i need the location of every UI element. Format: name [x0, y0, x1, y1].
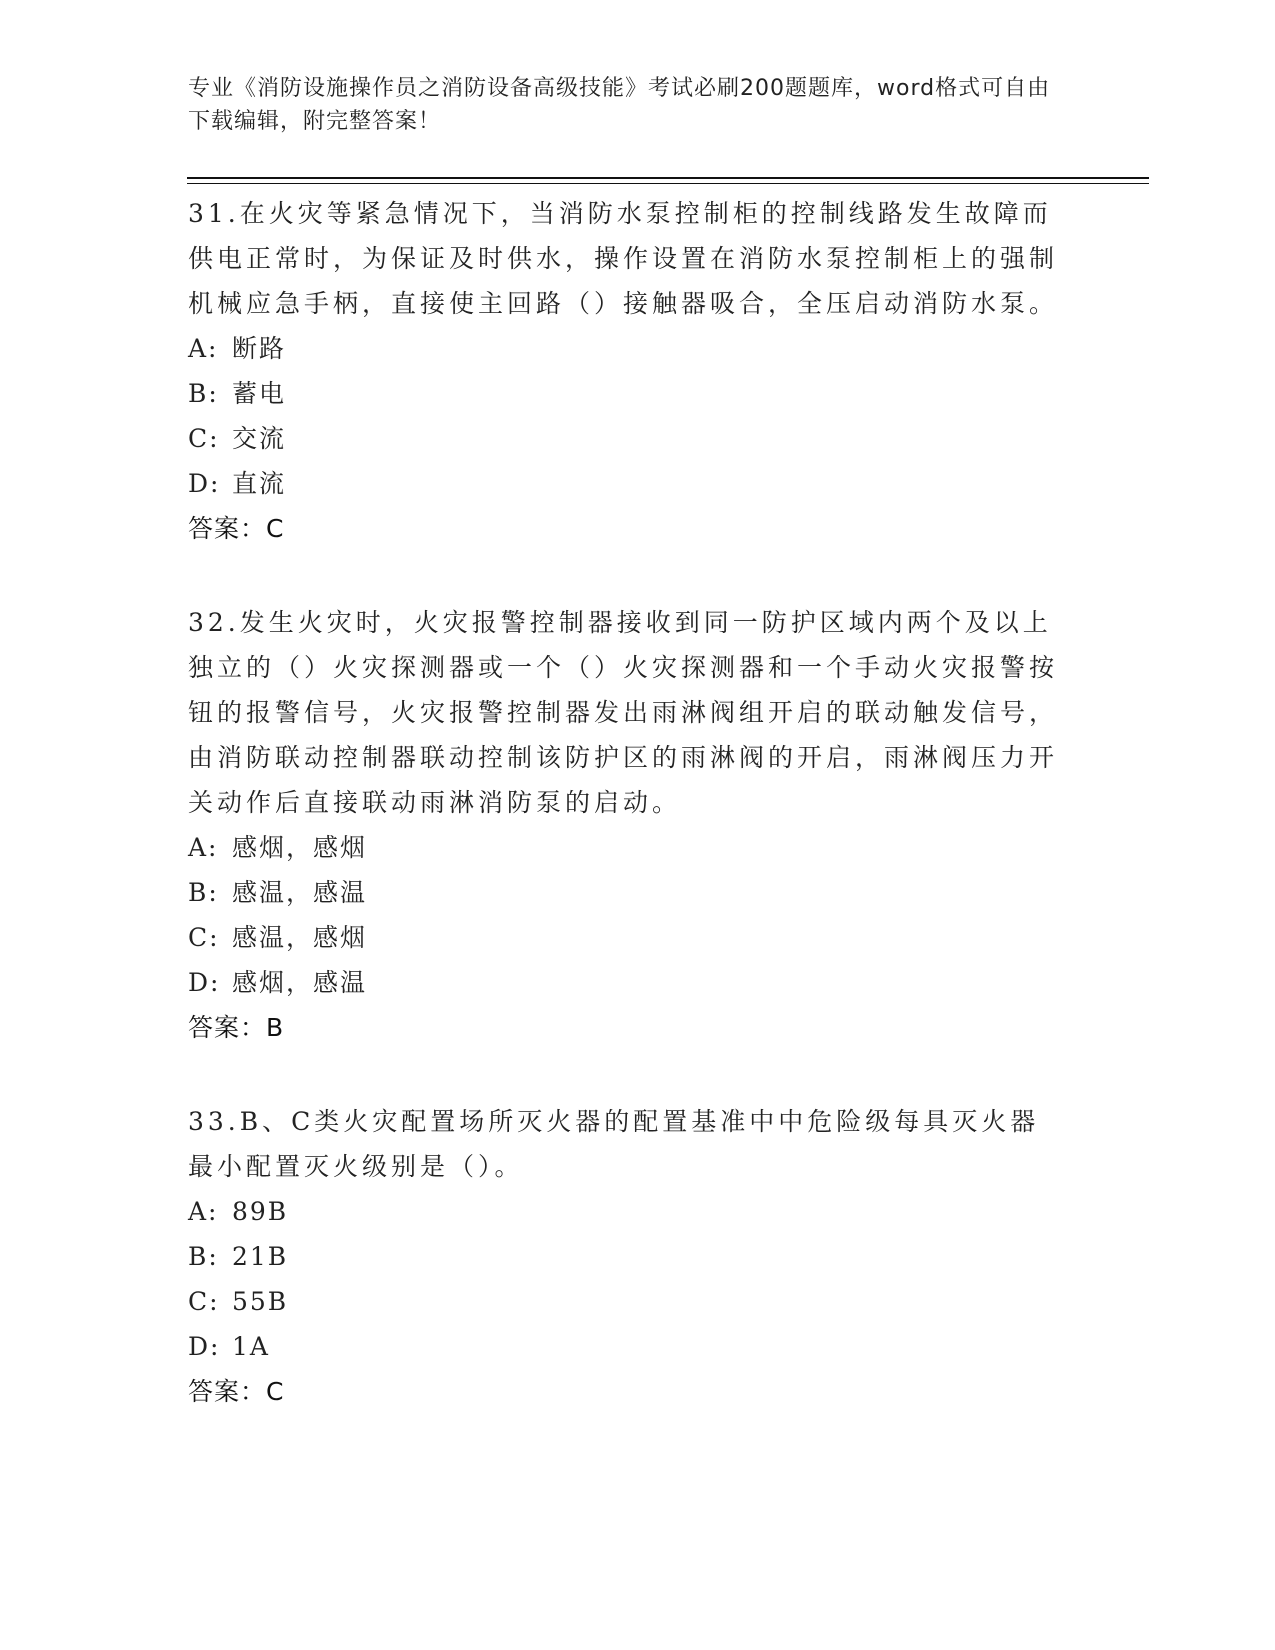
answer-line: 答案：C [188, 1377, 285, 1406]
header-divider-thin [187, 183, 1149, 184]
option-text: 感温，感温 [232, 878, 368, 907]
option-list [188, 326, 1088, 506]
option-text: 直流 [232, 469, 287, 498]
option-key: C: [188, 424, 220, 453]
header-divider-thick [187, 177, 1149, 179]
option-key: D: [188, 968, 221, 997]
option-text: 1A [232, 1332, 270, 1361]
option-d [188, 960, 1088, 1005]
option-text: 89B [232, 1197, 289, 1226]
option-text: 21B [232, 1242, 289, 1271]
option-list [188, 825, 1088, 1005]
option-b [188, 1234, 1088, 1279]
option-d [188, 461, 1088, 506]
option-key: B: [188, 379, 219, 408]
option-text: 55B [232, 1287, 289, 1316]
question-stem: 33.B、C类火灾配置场所灭火器的配置基准中中危险级每具灭火器最小配置灭火级别是（）。 [188, 1107, 1040, 1181]
option-key: B: [188, 1242, 219, 1271]
document-header: 专业《消防设施操作员之消防设备高级技能》考试必刷200题题库，word格式可自由下载编辑，附完整答案！ [188, 76, 1051, 134]
option-text: 断路 [232, 334, 287, 363]
question-stem: 32.发生火灾时，火灾报警控制器接收到同一防护区域内两个及以上独立的（）火灾探测器或一个（）火灾探测器和一个手动火灾报警按钮的报警信号，火灾报警控制器发出雨淋阀组开启的联动触发信号，由消防联动控制器联动控制该防护区的雨淋阀的开启，雨淋阀压力开关动作后直接联动雨淋消防泵的启动。 [188, 608, 1059, 817]
option-key: C: [188, 923, 220, 952]
option-b [188, 371, 1088, 416]
option-d [188, 1324, 1088, 1369]
answer-line: 答案：B [188, 1013, 285, 1042]
option-c [188, 1279, 1088, 1324]
option-list [188, 1189, 1088, 1369]
question-33 [188, 1099, 1088, 1414]
option-key: B: [188, 878, 219, 907]
option-key: A: [188, 833, 219, 862]
question-31 [188, 191, 1088, 551]
option-text: 感烟，感温 [232, 968, 368, 997]
option-text: 感烟，感烟 [232, 833, 368, 862]
question-list [188, 191, 1088, 1463]
option-b [188, 870, 1088, 915]
option-key: D: [188, 1332, 221, 1361]
option-key: A: [188, 334, 219, 363]
question-stem: 31.在火灾等紧急情况下，当消防水泵控制柜的控制线路发生故障而供电正常时，为保证及时供水，操作设置在消防水泵控制柜上的强制机械应急手柄，直接使主回路（）接触器吸合，全压启动消防水泵。 [188, 199, 1059, 318]
option-a [188, 326, 1088, 371]
answer-line: 答案：C [188, 514, 285, 543]
option-text: 交流 [232, 424, 287, 453]
option-key: A: [188, 1197, 219, 1226]
option-key: C: [188, 1287, 220, 1316]
option-c [188, 915, 1088, 960]
option-c [188, 416, 1088, 461]
question-32 [188, 600, 1088, 1050]
option-text: 感温，感烟 [232, 923, 368, 952]
option-a [188, 825, 1088, 870]
option-a [188, 1189, 1088, 1234]
option-key: D: [188, 469, 221, 498]
option-text: 蓄电 [232, 379, 287, 408]
